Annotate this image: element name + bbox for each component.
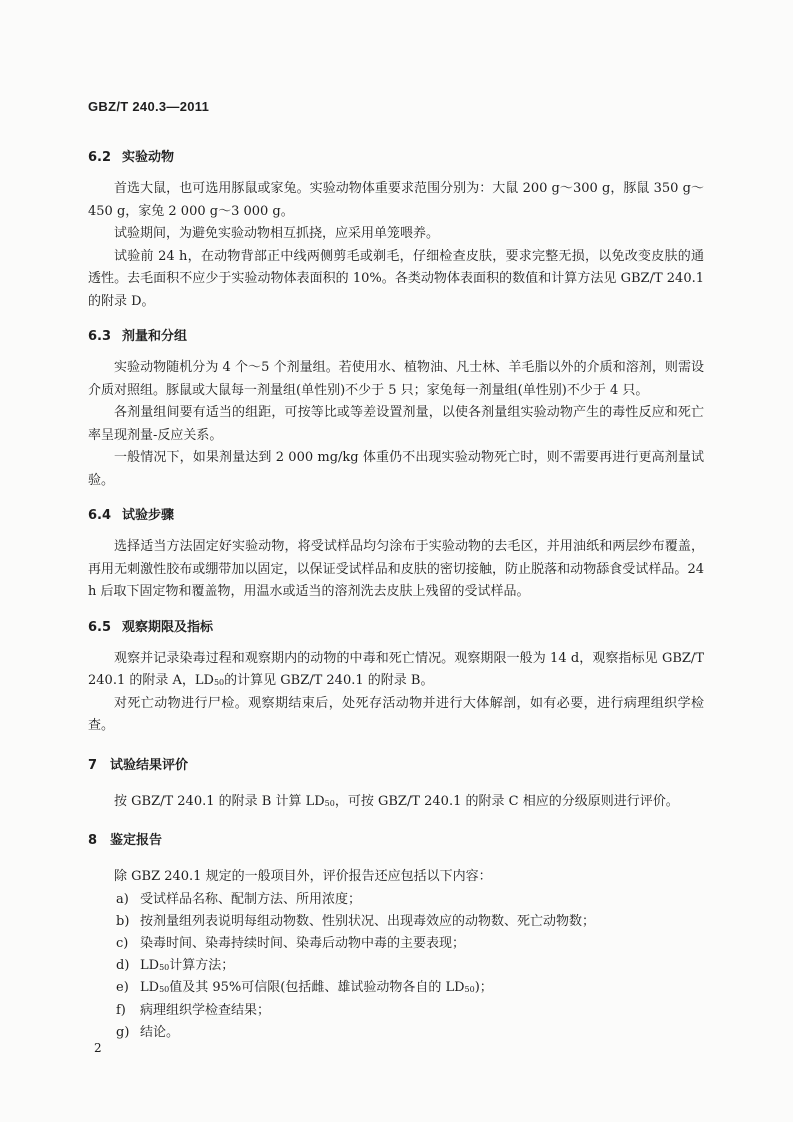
report-items-list [88, 889, 704, 1044]
list-text: LD [140, 958, 160, 974]
list-marker: g) [116, 1024, 130, 1040]
paragraph [88, 791, 704, 814]
list-text: 结论。 [140, 1024, 180, 1040]
section-heading [88, 505, 704, 527]
list-marker: d) [116, 958, 130, 974]
list-text: LD [140, 980, 160, 996]
section-title: 观察期限及指标 [122, 619, 214, 635]
section-number: 6.3 [88, 329, 112, 344]
paragraph: 实验动物随机分为 4 个～5 个剂量组。若使用水、植物油、凡士林、羊毛脂以外的介质和溶剂，则需设介质对照组。豚鼠或大鼠每一剂量组(单性别)不少于 5 只；家兔每一剂量组(单性别)不少于 4 只。 [88, 360, 704, 398]
section-6-4 [88, 505, 704, 604]
section-number: 7 [88, 757, 98, 773]
section-number: 6.4 [88, 508, 112, 523]
list-marker: e) [116, 980, 129, 996]
list-text: 病理组织学检查结果； [140, 1002, 271, 1018]
section-7 [88, 755, 704, 814]
section-title: 试验结果评价 [110, 757, 189, 773]
section-title: 试验步骤 [122, 508, 175, 523]
document-code: GBZ/T 240.3—2011 [88, 99, 210, 114]
paragraph: 试验前 24 h，在动物背部正中线两侧剪毛或剃毛，仔细检查皮肤，要求完整无损，以免改变皮肤的通透性。去毛面积不应少于实验动物体表面积的 10%。各类动物体表面积的数值和计算方法见 GBZ/T 240.1 的附录 D。 [88, 248, 704, 309]
paragraph: 一般情况下，如果剂量达到 2 000 mg/kg 体重仍不出现实验动物死亡时，则不需要再进行更高剂量试验。 [88, 450, 704, 488]
subscript: 50 [213, 678, 225, 687]
list-text: )； [474, 980, 493, 996]
list-text: 染毒时间、染毒持续时间、染毒后动物中毒的主要表现； [140, 935, 466, 951]
subscript: 50 [464, 985, 475, 995]
subscript: 50 [324, 798, 335, 808]
list-item [116, 955, 704, 977]
section-heading [88, 326, 704, 348]
section-8 [88, 830, 704, 1044]
list-item [116, 977, 704, 999]
section-number: 6.5 [88, 619, 112, 635]
text-run: 观察并记录染毒过程和观察期内的动物的中毒和死亡情况。观察期限一般为 14 d，观察指标见 GBZ/T 240.1 的附录 A，LD [88, 650, 704, 688]
section-title: 剂量和分组 [122, 329, 188, 344]
list-text: 计算方法； [169, 958, 235, 974]
list-marker: f) [116, 1002, 126, 1018]
list-text: 按剂量组列表说明每组动物数、性别状况、出现毒效应的动物数、死亡动物数； [140, 913, 596, 929]
subscript: 50 [159, 963, 170, 973]
section-number: 8 [88, 833, 98, 848]
paragraph [88, 648, 704, 693]
list-marker: c) [116, 935, 129, 951]
section-heading [88, 755, 704, 777]
text-run: 按 GBZ/T 240.1 的附录 B 计算 LD [114, 793, 325, 809]
section-title: 鉴定报告 [110, 833, 163, 848]
list-item [116, 1000, 704, 1022]
paragraph: 对死亡动物进行尸检。观察期结束后，处死存活动物并进行大体解剖，如有必要，进行病理组织学检查。 [88, 695, 704, 733]
list-marker: a) [116, 891, 129, 907]
section-number: 6.2 [88, 150, 112, 165]
list-item [116, 889, 704, 911]
paragraph: 试验期间，为避免实验动物相互抓挠，应采用单笼喂养。 [114, 226, 440, 241]
page-number: 2 [94, 1041, 102, 1055]
text-run: ，可按 GBZ/T 240.1 的附录 C 相应的分级原则进行评价。 [334, 793, 679, 809]
paragraph: 除 GBZ 240.1 规定的一般项目外，评价报告还应包括以下内容： [114, 869, 492, 884]
section-6-3 [88, 326, 704, 492]
section-heading [88, 830, 704, 852]
list-item [116, 911, 704, 933]
paragraph: 各剂量组间要有适当的组距，可按等比或等差设置剂量，以使各剂量组实验动物产生的毒性反应和死亡率呈现剂量-反应关系。 [88, 405, 704, 443]
section-6-5 [88, 617, 704, 738]
section-heading [88, 617, 704, 639]
subscript: 50 [159, 985, 170, 995]
text-run: 的计算见 GBZ/T 240.1 的附录 B。 [224, 673, 434, 688]
list-item [116, 1022, 704, 1044]
section-6-2 [88, 147, 704, 313]
list-text: 值及其 95%可信限(包括雌、雄试验动物各自的 LD [169, 980, 465, 996]
paragraph: 选择适当方法固定好实验动物，将受试样品均匀涂布于实验动物的去毛区，并用油纸和两层纱布覆盖，再用无刺激性胶布或绷带加以固定，以保证受试样品和皮肤的密切接触，防止脱落和动物舔食受试样品。24 h 后取下固定物和覆盖物，用温水或适当的溶剂洗去皮肤上残留的受试样品。 [88, 539, 704, 599]
list-text: 受试样品名称、配制方法、所用浓度； [140, 891, 362, 907]
section-title: 实验动物 [122, 150, 175, 165]
list-marker: b) [116, 913, 130, 929]
paragraph: 首选大鼠，也可选用豚鼠或家兔。实验动物体重要求范围分别为：大鼠 200 g～300 g，豚鼠 350 g～450 g，家兔 2 000 g～3 000 g。 [88, 181, 704, 219]
list-item [116, 933, 704, 955]
section-heading [88, 147, 704, 169]
document-body [88, 147, 704, 1057]
